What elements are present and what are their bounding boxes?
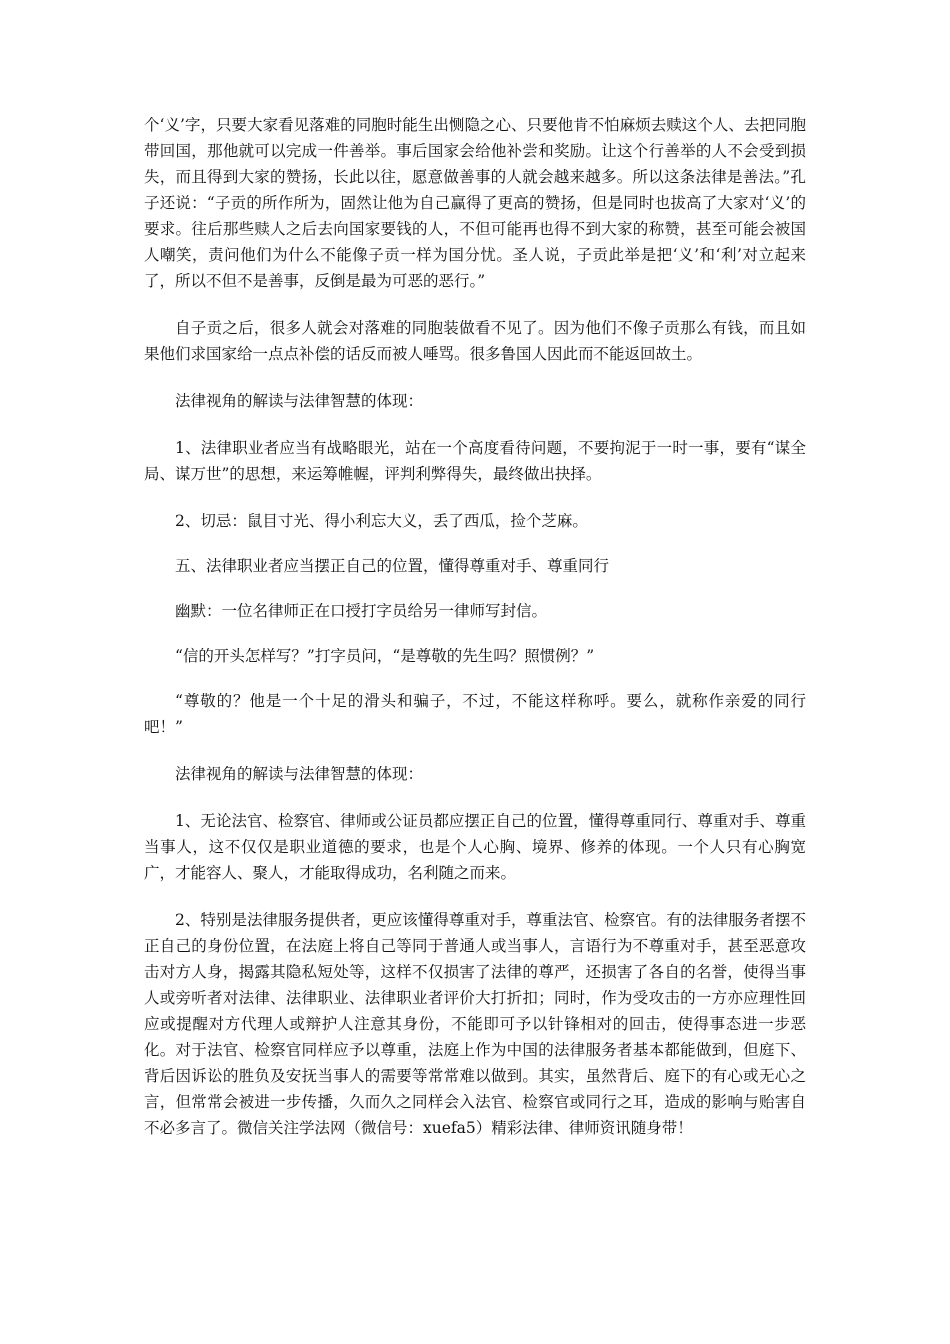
humor-dialogue-lawyer: “尊敬的？他是一个十足的滑头和骗子，不过，不能这样称呼。要么，就称作亲爱的同行吧！” bbox=[144, 692, 806, 736]
point-avoid-shortsighted: 2、切忌：鼠目寸光、得小利忘大义，丢了西瓜，捡个芝麻。 bbox=[175, 512, 588, 530]
section-heading-legal-perspective-2: 法律视角的解读与法律智慧的体现： bbox=[175, 765, 424, 783]
paragraph-confucius-quote: 个‘义’字，只要大家看见落难的同胞时能生出恻隐之心、只要他肯不怕麻烦去赎这个人、去把同胞带回国，那他就可以完成一件善举。事后国家会给他补尝和奖励。让这个行善举的人不会受到损失，而且得到大家的赞扬，长此以往，愿意做善事的人就会越来越多。所以这条法律是善法。”孔子还说：“子贡的所作所为，固然让他为自己赢得了更高的赞扬，但是同时也拔高了大家对‘义’的要求。往后那些赎人之后去向国家要钱的人，不但可能再也得不到大家的称赞，甚至可能会被国人嘲笑，责问他们为什么不能像子贡一样为国分忧。圣人说，子贡此举是把‘义’和‘利’对立起来了，所以不但不是善事，反倒是最为可恶的恶行。” bbox=[144, 116, 806, 290]
document-page bbox=[144, 112, 806, 1141]
point-respect-opponents-judges: 2、特别是法律服务提供者，更应该懂得尊重对手，尊重法官、检察官。有的法律服务者摆不正自己的身份位置，在法庭上将自己等同于普通人或当事人，言语行为不尊重对手，甚至恶意攻击对方人身，揭露其隐私短处等，这样不仅损害了法律的尊严，还损害了各自的名誉，使得当事人或旁听者对法律、法律职业、法律职业者评价大打折扣；同时，作为受攻击的一方亦应理性回应或提醒对方代理人或辩护人注意其身份，不能即可予以针锋相对的回击，使得事态进一步恶化。对于法官、检察官同样应予以尊重，法庭上作为中国的法律服务者基本都能做到，但庭下、背后因诉讼的胜负及安抚当事人的需要等常常难以做到。其实，虽然背后、庭下的有心或无心之言，但常常会被进一步传播，久而久之同样会入法官、检察官或同行之耳，造成的影响与贻害自不必多言了。微信关注学法网（微信号：xuefa5）精彩法律、律师资讯随身带！ bbox=[144, 911, 806, 1137]
paragraph-after-zigong: 自子贡之后，很多人就会对落难的同胞装做看不见了。因为他们不像子贡那么有钱，而且如果他们求国家给一点点补偿的话反而被人唾骂。很多鲁国人因此而不能返回故土。 bbox=[144, 319, 806, 363]
humor-intro: 幽默：一位名律师正在口授打字员给另一律师写封信。 bbox=[175, 602, 548, 620]
point-respect-everyone: 1、无论法官、检察官、律师或公证员都应摆正自己的位置，懂得尊重同行、尊重对手、尊重当事人，这不仅仅是职业道德的要求，也是个人心胸、境界、修养的体现。一个人只有心胸宽广，才能容人、聚人，才能取得成功，名利随之而来。 bbox=[144, 812, 806, 882]
section-heading-legal-perspective-1: 法律视角的解读与法律智慧的体现： bbox=[175, 392, 424, 410]
point-strategic-vision: 1、法律职业者应当有战略眼光，站在一个高度看待问题，不要拘泥于一时一事，要有“谋全局、谋万世”的思想，来运筹帷幄，评判利弊得失，最终做出抉择。 bbox=[144, 439, 806, 483]
section-heading-respect-peers: 五、法律职业者应当摆正自己的位置，懂得尊重对手、尊重同行 bbox=[175, 557, 610, 575]
humor-dialogue-typist: “信的开头怎样写？”打字员问，“是尊敬的先生吗？照惯例？” bbox=[175, 647, 595, 665]
